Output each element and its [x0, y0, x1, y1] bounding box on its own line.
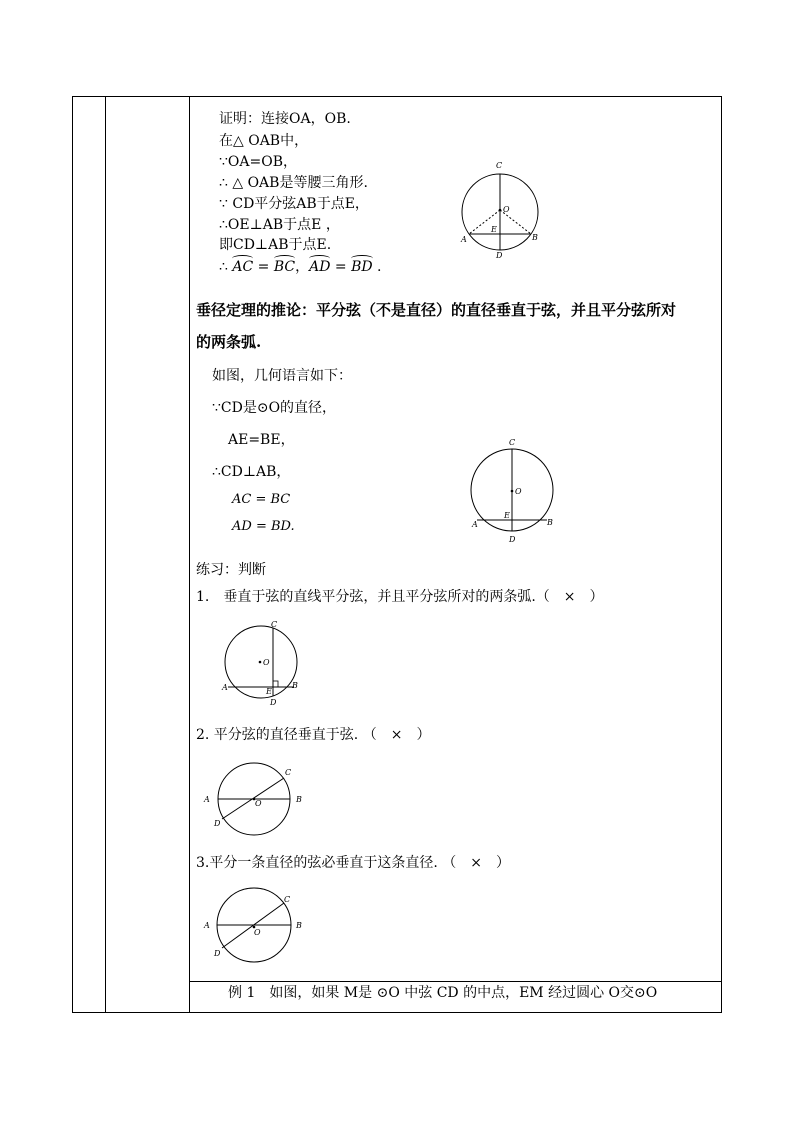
geom-line-4: AC = BC [232, 492, 291, 507]
label-b: B [292, 681, 298, 690]
proof-line-8 [219, 258, 382, 276]
arc-bd: BD [351, 259, 373, 275]
label-c: C [496, 161, 503, 170]
geom-line-1: ∵CD是⊙O的直径， [212, 400, 337, 416]
label-a: A [204, 921, 210, 930]
label-b: B [532, 233, 538, 242]
label-c: C [284, 895, 291, 904]
label-a: A [472, 520, 478, 529]
proof-line-3: ∵OA=OB， [219, 154, 297, 170]
equals-2: = [330, 259, 352, 275]
proof-line-7: 即CD⊥AB于点E. [219, 237, 332, 253]
practice-1-circle-diagram [222, 620, 312, 710]
label-e: E [266, 687, 272, 696]
practice-title: 练习：判断 [196, 562, 266, 578]
proof-therefore: ∴ [219, 259, 233, 275]
label-d: D [509, 535, 516, 544]
question-1: 1. 垂直于弦的直线平分弦，并且平分弦所对的两条弧.（ × ） [196, 589, 604, 605]
arc-bc: BC [273, 259, 296, 275]
label-o: O [255, 799, 262, 808]
label-o: O [263, 658, 270, 667]
arc-ad: AD [309, 259, 331, 275]
geom-line-2: AE=BE， [228, 432, 295, 448]
column-divider-2 [189, 97, 190, 1012]
label-b: B [296, 921, 302, 930]
label-a: A [204, 795, 210, 804]
label-a: A [222, 683, 228, 692]
arc-ac: AC [232, 259, 254, 275]
label-o: O [503, 205, 510, 214]
label-e: E [491, 225, 497, 234]
corollary-line-1: 垂径定理的推论：平分弦（不是直径）的直径垂直于弦，并且平分弦所对 [196, 301, 677, 319]
practice-3-circle-diagram [200, 885, 310, 965]
label-b: B [296, 795, 302, 804]
label-d: D [496, 251, 503, 260]
label-d: D [214, 949, 221, 958]
label-d: D [214, 819, 221, 828]
proof-line-6: ∴OE⊥AB于点E ， [219, 217, 340, 233]
label-d: D [270, 698, 277, 707]
proof-line-4: ∴ △ OAB是等腰三角形. [219, 175, 368, 191]
question-3: 3.平分一条直径的弦必垂直于这条直径. （ × ） [196, 855, 510, 871]
proof-line-1: 证明：连接OA，OB. [219, 111, 351, 127]
label-b: B [547, 518, 553, 527]
question-2: 2. 平分弦的直径垂直于弦. （ × ） [196, 727, 431, 743]
period: . [372, 259, 382, 275]
geom-line-5: AD = BD. [232, 519, 295, 534]
comma: ， [295, 259, 310, 275]
example-1-text: 例 1 如图，如果 M是 ⊙O 中弦 CD 的中点，EM 经过圆心 O交⊙O [228, 985, 658, 1001]
figure-1-circle-diagram [455, 160, 555, 260]
equals-1: = [253, 259, 274, 275]
column-divider-1 [105, 97, 106, 1012]
label-a: A [461, 235, 467, 244]
table-frame [72, 96, 722, 1013]
label-o: O [254, 928, 261, 937]
label-c: C [285, 768, 292, 777]
row-divider [189, 981, 721, 982]
proof-line-5: ∵ CD平分弦AB于点E， [219, 196, 369, 212]
label-c: C [509, 438, 516, 447]
label-c: C [271, 620, 278, 629]
label-e: E [504, 511, 510, 520]
practice-2-circle-diagram [200, 760, 310, 840]
geom-intro: 如图，几何语言如下： [212, 368, 352, 384]
corollary-line-2: 的两条弧. [196, 333, 262, 351]
geom-line-3: ∴CD⊥AB， [212, 464, 291, 480]
label-o: O [515, 487, 522, 496]
proof-line-2: 在△ OAB中， [219, 133, 309, 149]
figure-2-circle-diagram [465, 435, 565, 545]
